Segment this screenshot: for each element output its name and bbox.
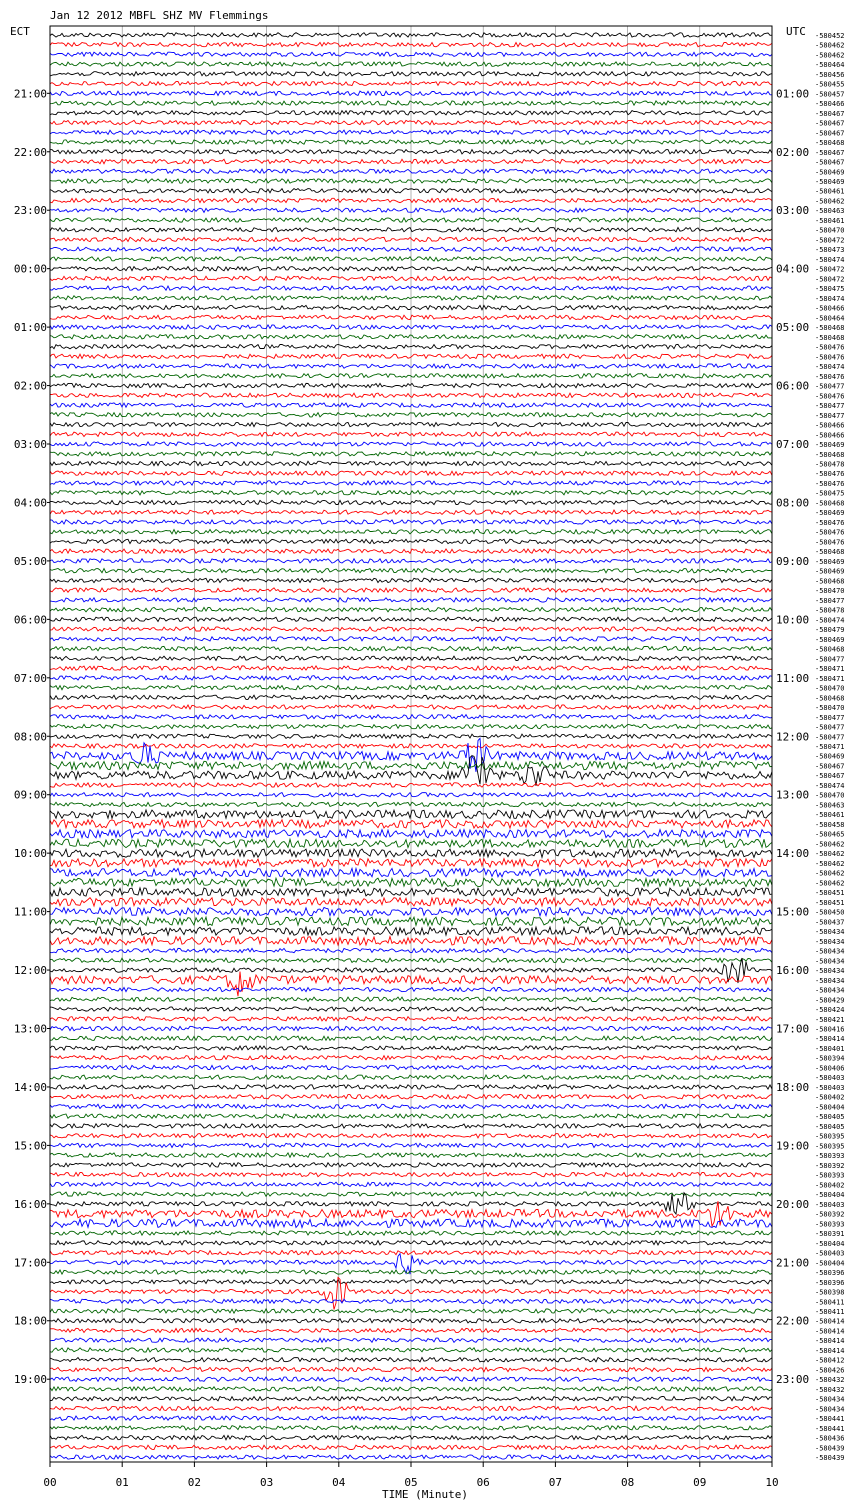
trace-offset-label: -580478: [815, 606, 845, 615]
right-hour-label: 07:00: [776, 438, 810, 452]
x-tick-label: 02: [187, 1476, 202, 1489]
right-hour-label: 13:00: [776, 788, 810, 802]
trace-offset-label: -580451: [815, 889, 845, 898]
trace-offset-label: -580472: [815, 275, 845, 284]
trace-offset-label: -580462: [815, 859, 845, 868]
trace-offset-label: -580472: [815, 236, 845, 245]
trace-offset-label: -580467: [815, 129, 845, 138]
trace-offset-label: -580471: [815, 674, 845, 683]
left-hour-label: 01:00: [13, 321, 47, 335]
trace-offset-label: -580404: [815, 1191, 845, 1200]
left-hour-label: 00:00: [13, 262, 47, 276]
left-hour-label: 22:00: [13, 145, 47, 159]
trace-offset-label: -580472: [815, 265, 845, 274]
right-hour-label: 20:00: [776, 1197, 810, 1211]
chart-title: Jan 12 2012 MBFL SHZ MV Flemmings: [50, 9, 269, 22]
trace-offset-label: -580437: [815, 918, 845, 927]
trace-offset-label: -580474: [815, 294, 845, 303]
trace-offset-label: -580477: [815, 733, 845, 742]
trace-offset-label: -580466: [815, 100, 845, 109]
right-hour-label: 05:00: [776, 321, 810, 335]
trace-offset-label: -580474: [815, 616, 845, 625]
left-hour-label: 10:00: [13, 847, 47, 861]
left-hour-label: 16:00: [13, 1197, 47, 1211]
right-hour-label: 03:00: [776, 204, 810, 218]
left-hour-label: 13:00: [13, 1022, 47, 1036]
trace-offset-label: -580469: [815, 635, 845, 644]
trace-offset-label: -580426: [815, 1366, 845, 1375]
trace-offset-label: -580392: [815, 1161, 845, 1170]
right-timezone-label: UTC: [786, 25, 806, 38]
right-hour-label: 18:00: [776, 1080, 810, 1094]
trace-offset-label: -580474: [815, 781, 845, 790]
trace-offset-label: -580468: [815, 324, 845, 333]
trace-offset-label: -580468: [815, 548, 845, 557]
trace-offset-label: -580404: [815, 1239, 845, 1248]
trace-offset-label: -580393: [815, 1171, 845, 1180]
trace-offset-label: -580476: [815, 528, 845, 537]
trace-offset-label: -580414: [815, 1317, 845, 1326]
trace-offset-label: -580474: [815, 363, 845, 372]
left-hour-label: 05:00: [13, 554, 47, 568]
right-hour-label: 12:00: [776, 730, 810, 744]
trace-offset-label: -580391: [815, 1230, 845, 1239]
trace-offset-label: -580441: [815, 1415, 845, 1424]
right-hour-label: 09:00: [776, 554, 810, 568]
left-hour-label: 02:00: [13, 379, 47, 393]
trace-offset-label: -580470: [815, 791, 845, 800]
trace-offset-label: -580469: [815, 752, 845, 761]
trace-offset-label: -580467: [815, 762, 845, 771]
trace-offset-label: -580411: [815, 1308, 845, 1317]
trace-offset-label: -580461: [815, 811, 845, 820]
trace-offset-label: -580467: [815, 148, 845, 157]
trace-offset-label: -580462: [815, 879, 845, 888]
trace-offset-label: -580476: [815, 518, 845, 527]
trace-offset-label: -580466: [815, 431, 845, 440]
right-hour-label: 10:00: [776, 613, 810, 627]
trace-offset-label: -580402: [815, 1093, 845, 1102]
trace-offset-label: -580450: [815, 908, 845, 917]
left-hour-label: 15:00: [13, 1139, 47, 1153]
x-tick-label: 05: [404, 1476, 418, 1489]
trace-offset-label: -580462: [815, 51, 845, 60]
trace-offset-label: -580396: [815, 1278, 845, 1287]
trace-offset-label: -580479: [815, 626, 845, 635]
right-hour-label: 01:00: [776, 87, 810, 101]
trace-offset-label: -580424: [815, 1006, 845, 1015]
trace-offset-label: -580476: [815, 343, 845, 352]
trace-offset-label: -580463: [815, 207, 845, 216]
trace-offset-label: -580468: [815, 694, 845, 703]
trace-offset-label: -580477: [815, 402, 845, 411]
trace-offset-label: -580411: [815, 1298, 845, 1307]
trace-offset-label: -580432: [815, 1385, 845, 1394]
trace-offset-label: -580403: [815, 1083, 845, 1092]
trace-offset-label: -580462: [815, 197, 845, 206]
x-tick-label: 07: [548, 1476, 563, 1489]
left-hour-label: 17:00: [13, 1256, 47, 1270]
trace-offset-label: -580469: [815, 567, 845, 576]
trace-offset-label: -580464: [815, 61, 845, 70]
right-hour-label: 15:00: [776, 905, 810, 919]
trace-offset-label: -580467: [815, 119, 845, 128]
right-hour-label: 19:00: [776, 1139, 810, 1153]
trace-offset-label: -580465: [815, 830, 845, 839]
left-hour-label: 11:00: [13, 905, 47, 919]
x-tick-label: 10: [765, 1476, 779, 1489]
trace-offset-label: -580412: [815, 1356, 845, 1365]
right-hour-label: 17:00: [776, 1022, 810, 1036]
trace-offset-label: -580421: [815, 1015, 845, 1024]
right-hour-label: 08:00: [776, 496, 810, 510]
trace-offset-label: -580414: [815, 1346, 845, 1355]
trace-offset-label: -580434: [815, 947, 845, 956]
trace-offset-label: -580473: [815, 246, 845, 255]
trace-offset-label: -580406: [815, 1064, 845, 1073]
trace-offset-label: -580434: [815, 957, 845, 966]
trace-offset-label: -580462: [815, 850, 845, 859]
trace-offset-label: -580470: [815, 226, 845, 235]
trace-offset-label: -580463: [815, 801, 845, 810]
trace-offset-label: -580462: [815, 41, 845, 50]
trace-offset-label: -580402: [815, 1181, 845, 1190]
trace-offset-label: -580434: [815, 967, 845, 976]
trace-offset-label: -580414: [815, 1327, 845, 1336]
trace-offset-label: -580468: [815, 577, 845, 586]
trace-offset-label: -580434: [815, 928, 845, 937]
trace-offset-label: -580470: [815, 684, 845, 693]
trace-offset-label: -580468: [815, 139, 845, 148]
trace-offset-label: -580476: [815, 392, 845, 401]
right-hour-label: 11:00: [776, 671, 810, 685]
right-hour-label: 22:00: [776, 1314, 810, 1328]
trace-offset-label: -580429: [815, 996, 845, 1005]
left-timezone-label: ECT: [10, 25, 30, 38]
trace-offset-label: -580434: [815, 986, 845, 995]
trace-offset-label: -580464: [815, 314, 845, 323]
trace-offset-label: -580434: [815, 1405, 845, 1414]
trace-offset-label: -580394: [815, 1054, 845, 1063]
x-tick-label: 04: [332, 1476, 346, 1489]
trace-offset-label: -580414: [815, 1035, 845, 1044]
trace-offset-label: -580416: [815, 1025, 845, 1034]
trace-offset-label: -580477: [815, 596, 845, 605]
trace-offset-label: -580455: [815, 80, 845, 89]
trace-offset-label: -580467: [815, 109, 845, 118]
trace-offset-label: -580469: [815, 441, 845, 450]
trace-offset-label: -580477: [815, 655, 845, 664]
trace-offset-label: -580471: [815, 743, 845, 751]
trace-offset-label: -580471: [815, 665, 845, 674]
trace-offset-label: -580469: [815, 168, 845, 177]
x-tick-label: 09: [693, 1476, 707, 1489]
trace-offset-label: -580475: [815, 489, 845, 498]
trace-offset-label: -580434: [815, 937, 845, 946]
x-axis-title: TIME (Minute): [381, 1488, 469, 1500]
left-hour-label: 19:00: [13, 1373, 47, 1387]
left-hour-label: 03:00: [13, 438, 47, 452]
trace-offset-label: -580462: [815, 869, 845, 878]
trace-offset-label: -580477: [815, 723, 845, 732]
right-hour-label: 16:00: [776, 964, 810, 978]
x-tick-label: 06: [476, 1476, 490, 1489]
x-tick-label: 01: [115, 1476, 129, 1489]
trace-offset-label: -580468: [815, 645, 845, 654]
trace-offset-label: -580401: [815, 1044, 845, 1053]
trace-offset-label: -580467: [815, 772, 845, 781]
trace-offset-label: -580395: [815, 1132, 845, 1141]
right-hour-label: 02:00: [776, 145, 810, 159]
left-hour-label: 21:00: [13, 87, 47, 101]
left-hour-label: 07:00: [13, 671, 47, 685]
trace-offset-label: -580393: [815, 1152, 845, 1161]
trace-offset-label: -580478: [815, 460, 845, 469]
trace-offset-label: -580461: [815, 187, 845, 196]
trace-offset-label: -580404: [815, 1103, 845, 1112]
left-hour-label: 12:00: [13, 964, 47, 978]
trace-offset-label: -580468: [815, 450, 845, 459]
right-hour-label: 14:00: [776, 847, 810, 861]
trace-offset-label: -580466: [815, 421, 845, 430]
right-hour-label: 23:00: [776, 1373, 810, 1387]
trace-offset-label: -580441: [815, 1424, 845, 1433]
left-hour-label: 04:00: [13, 496, 47, 510]
trace-offset-label: -580457: [815, 90, 845, 99]
right-hour-label: 06:00: [776, 379, 810, 393]
trace-offset-label: -580469: [815, 509, 845, 518]
trace-offset-label: -580392: [815, 1210, 845, 1219]
trace-offset-label: -580476: [815, 372, 845, 381]
trace-offset-label: -580403: [815, 1200, 845, 1209]
trace-offset-label: -580469: [815, 557, 845, 566]
trace-offset-label: -580477: [815, 382, 845, 391]
x-tick-label: 08: [620, 1476, 635, 1489]
trace-offset-label: -580436: [815, 1434, 845, 1443]
trace-offset-label: -580474: [815, 255, 845, 264]
x-tick-label: 03: [259, 1476, 274, 1489]
trace-offset-label: -580466: [815, 304, 845, 313]
trace-offset-label: -580470: [815, 587, 845, 596]
left-hour-label: 18:00: [13, 1314, 47, 1328]
trace-offset-label: -580456: [815, 70, 845, 79]
trace-offset-label: -580467: [815, 158, 845, 167]
trace-offset-label: -580476: [815, 470, 845, 479]
trace-offset-label: -580469: [815, 177, 845, 186]
trace-offset-label: -580461: [815, 216, 845, 225]
trace-offset-label: -580404: [815, 1259, 845, 1268]
right-hour-label: 21:00: [776, 1256, 810, 1270]
trace-offset-label: -580476: [815, 479, 845, 488]
trace-offset-label: -580477: [815, 713, 845, 722]
trace-offset-label: -580434: [815, 976, 845, 985]
trace-offset-label: -580477: [815, 411, 845, 420]
left-hour-label: 09:00: [13, 788, 47, 802]
trace-offset-label: -580395: [815, 1142, 845, 1151]
right-hour-label: 04:00: [776, 262, 810, 276]
trace-offset-label: -580475: [815, 285, 845, 294]
trace-offset-label: -580414: [815, 1337, 845, 1346]
trace-offset-label: -580476: [815, 538, 845, 547]
trace-offset-label: -580396: [815, 1269, 845, 1278]
trace-offset-label: -580403: [815, 1074, 845, 1083]
left-hour-label: 23:00: [13, 204, 47, 218]
trace-offset-label: -580434: [815, 1395, 845, 1404]
trace-offset-label: -580439: [815, 1454, 845, 1463]
trace-offset-label: -580452: [815, 31, 845, 40]
trace-offset-label: -580432: [815, 1376, 845, 1385]
x-tick-label: 00: [43, 1476, 57, 1489]
trace-offset-label: -580393: [815, 1220, 845, 1229]
trace-offset-label: -580462: [815, 840, 845, 849]
left-hour-label: 08:00: [13, 730, 47, 744]
trace-offset-label: -580398: [815, 1288, 845, 1297]
trace-offset-label: -580403: [815, 1249, 845, 1258]
trace-offset-label: -580476: [815, 353, 845, 362]
trace-offset-label: -580439: [815, 1444, 845, 1453]
left-hour-label: 14:00: [13, 1080, 47, 1094]
trace-offset-label: -580458: [815, 820, 845, 829]
trace-offset-label: -580405: [815, 1122, 845, 1131]
trace-offset-label: -580468: [815, 499, 845, 508]
trace-offset-label: -580405: [815, 1113, 845, 1122]
trace-offset-label: -580468: [815, 333, 845, 342]
left-hour-label: 06:00: [13, 613, 47, 627]
trace-offset-label: -580470: [815, 704, 845, 713]
trace-offset-label: -580451: [815, 898, 845, 907]
